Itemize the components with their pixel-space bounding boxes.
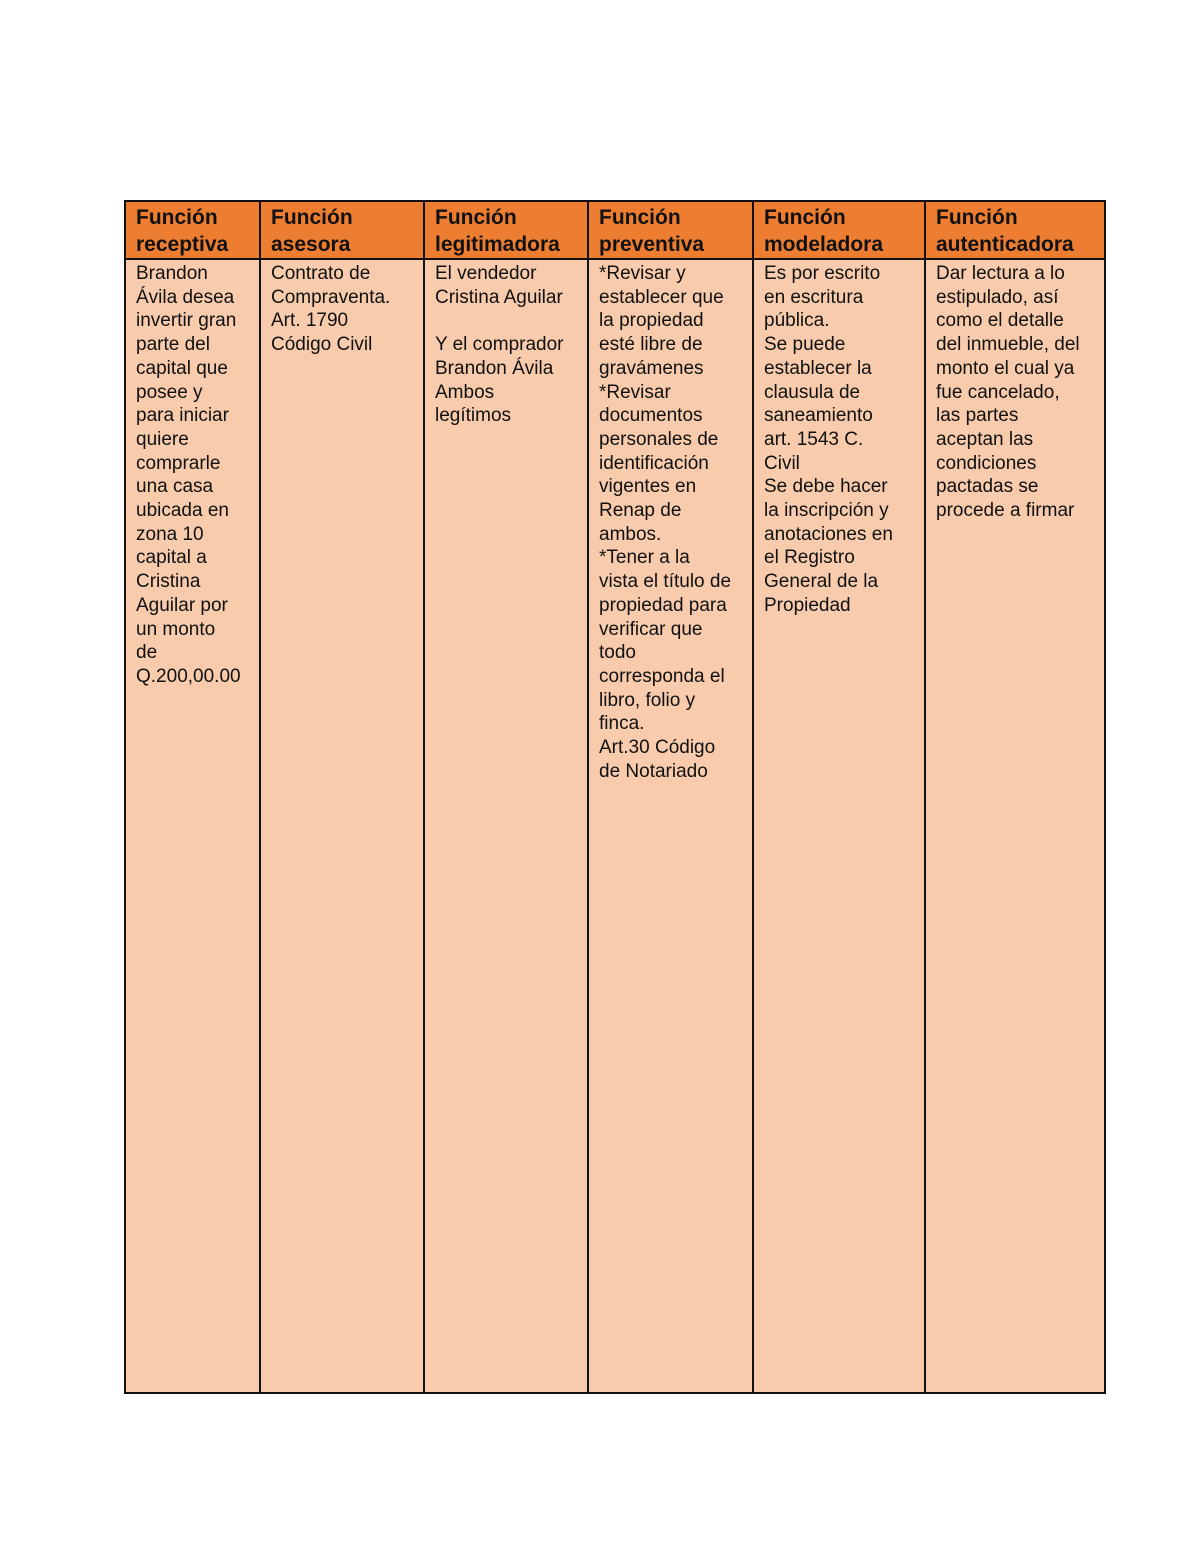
cell-line: Brandon bbox=[136, 263, 208, 284]
header-preventiva bbox=[588, 201, 753, 259]
cell-line: pública. bbox=[764, 310, 830, 332]
cell-line: personales de bbox=[599, 428, 719, 450]
cell-line: verificar que bbox=[599, 618, 703, 640]
cell-line: en escritura bbox=[764, 286, 864, 308]
cell-line: esté libre de bbox=[599, 334, 703, 356]
cell-line: la propiedad bbox=[599, 310, 704, 332]
cell-legitimadora bbox=[424, 259, 588, 1393]
cell-line: una casa bbox=[136, 476, 214, 498]
header-line: Función bbox=[136, 206, 218, 229]
cell-line: el Registro bbox=[764, 547, 855, 569]
cell-line: parte del bbox=[136, 334, 210, 356]
cell-line: Aguilar por bbox=[136, 594, 228, 616]
cell-line: anotaciones en bbox=[764, 523, 893, 545]
cell-line: clausula de bbox=[764, 381, 861, 403]
header-line: Función bbox=[435, 206, 517, 229]
cell-line: ubicada en bbox=[136, 500, 229, 522]
cell-receptiva bbox=[125, 259, 260, 1393]
cell-line: como el detalle bbox=[936, 310, 1064, 332]
cell-preventiva bbox=[588, 259, 753, 1393]
cell-line: Civil bbox=[764, 452, 800, 474]
cell-line: vigentes en bbox=[599, 476, 697, 498]
cell-line: Art. 1790 bbox=[271, 310, 349, 332]
cell-line: Cristina bbox=[136, 571, 201, 593]
cell-line: zona 10 bbox=[136, 523, 204, 545]
header-line: Función bbox=[764, 206, 846, 229]
cell-line: Propiedad bbox=[764, 594, 851, 616]
cell-line: gravámenes bbox=[599, 357, 704, 379]
content-row bbox=[125, 259, 1105, 1393]
cell-line: propiedad para bbox=[599, 594, 727, 616]
header-receptiva bbox=[125, 201, 260, 259]
cell-line: aceptan las bbox=[936, 428, 1034, 450]
cell-line: Ambos bbox=[435, 381, 495, 403]
cell-line: procede a firmar bbox=[936, 500, 1075, 522]
cell-line: General de la bbox=[764, 571, 879, 593]
cell-line: comprarle bbox=[136, 452, 221, 474]
cell-line: un monto bbox=[136, 618, 216, 640]
cell-line: Renap de bbox=[599, 500, 682, 522]
cell-line: condiciones bbox=[936, 452, 1037, 474]
cell-line: invertir gran bbox=[136, 310, 237, 332]
cell-line: Brandon Ávila bbox=[435, 357, 554, 379]
cell-modeladora bbox=[753, 259, 925, 1393]
cell-line: Dar lectura a lo bbox=[936, 263, 1065, 284]
header-line: autenticadora bbox=[936, 233, 1074, 256]
functions-table bbox=[124, 200, 1106, 1394]
blank-line bbox=[435, 309, 579, 333]
cell-line: Contrato de bbox=[271, 263, 371, 284]
cell-line: documentos bbox=[599, 405, 703, 427]
header-line: receptiva bbox=[136, 233, 229, 256]
cell-line: del inmueble, del bbox=[936, 334, 1080, 356]
cell-line: El vendedor bbox=[435, 263, 537, 284]
cell-line: Art.30 Código bbox=[599, 737, 716, 759]
cell-line: para iniciar bbox=[136, 405, 229, 427]
cell-line: corresponda el bbox=[599, 665, 725, 687]
cell-line: Ávila desea bbox=[136, 286, 235, 308]
cell-line: saneamiento bbox=[764, 405, 873, 427]
cell-line: capital que bbox=[136, 357, 228, 379]
header-line: Función bbox=[271, 206, 353, 229]
cell-autenticadora bbox=[925, 259, 1105, 1393]
cell-line: Se debe hacer bbox=[764, 476, 888, 498]
cell-line: legítimos bbox=[435, 405, 512, 427]
cell-line: Es por escrito bbox=[764, 263, 881, 284]
header-line: Función bbox=[936, 206, 1018, 229]
cell-line: art. 1543 C. bbox=[764, 428, 864, 450]
cell-line: establecer la bbox=[764, 357, 872, 379]
cell-line: quiere bbox=[136, 428, 189, 450]
cell-line: capital a bbox=[136, 547, 207, 569]
cell-line: monto el cual ya bbox=[936, 357, 1075, 379]
header-line: legitimadora bbox=[435, 233, 560, 256]
cell-line: Cristina Aguilar bbox=[435, 286, 563, 308]
header-modeladora bbox=[753, 201, 925, 259]
header-line: preventiva bbox=[599, 233, 705, 256]
cell-line: de Notariado bbox=[599, 760, 708, 782]
cell-line: *Tener a la bbox=[599, 547, 690, 569]
cell-line: pactadas se bbox=[936, 476, 1039, 498]
header-line: modeladora bbox=[764, 233, 884, 256]
cell-line: *Revisar bbox=[599, 381, 671, 403]
header-line: asesora bbox=[271, 233, 351, 256]
cell-line: todo bbox=[599, 642, 636, 664]
cell-line: Q.200,00.00 bbox=[136, 665, 241, 687]
cell-line: Compraventa. bbox=[271, 286, 391, 308]
cell-line: estipulado, así bbox=[936, 286, 1059, 308]
cell-line: vista el título de bbox=[599, 571, 732, 593]
cell-line: libro, folio y bbox=[599, 689, 696, 711]
header-row bbox=[125, 201, 1105, 259]
cell-line: de bbox=[136, 642, 158, 664]
cell-line: Código Civil bbox=[271, 334, 373, 356]
header-asesora bbox=[260, 201, 424, 259]
cell-line: posee y bbox=[136, 381, 203, 403]
cell-line: las partes bbox=[936, 405, 1019, 427]
cell-line: identificación bbox=[599, 452, 709, 474]
header-line: Función bbox=[599, 206, 681, 229]
header-autenticadora bbox=[925, 201, 1105, 259]
cell-line: establecer que bbox=[599, 286, 724, 308]
cell-line: Y el comprador bbox=[435, 334, 564, 356]
cell-line: ambos. bbox=[599, 523, 662, 545]
cell-line: Se puede bbox=[764, 334, 846, 356]
cell-asesora bbox=[260, 259, 424, 1393]
cell-line: *Revisar y bbox=[599, 263, 686, 284]
cell-line: finca. bbox=[599, 713, 645, 735]
cell-line: fue cancelado, bbox=[936, 381, 1060, 403]
header-legitimadora bbox=[424, 201, 588, 259]
cell-line: la inscripción y bbox=[764, 500, 889, 522]
